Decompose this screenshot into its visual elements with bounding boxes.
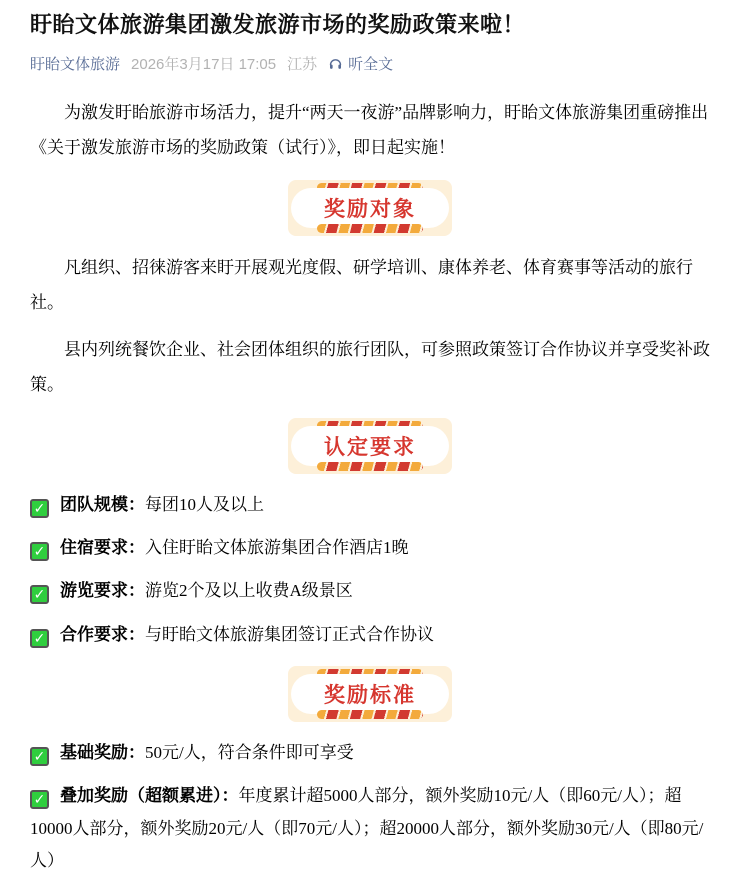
intro-paragraph: 为激发盱眙旅游市场活力，提升“两天一夜游”品牌影响力，盱眙文体旅游集团重磅推出《关于激发旅游市场的奖励政策（试行）》，即日起实施！ xyxy=(30,102,709,157)
item-label: 合作要求： xyxy=(60,624,145,644)
badge-label: 认定要求 xyxy=(324,435,416,459)
item-text: 年度累计超5000人部分，额外奖励10元/人（即60元/人）；超10000人部分，额外奖励20元/人（即70元/人）；超20000人部分，额外奖励30元/人（即80元/人） xyxy=(30,786,704,870)
item-text: 入住盱眙文体旅游集团合作酒店1晚 xyxy=(145,538,409,558)
check-list-item xyxy=(30,575,710,607)
green-checkbox-icon: ✓ xyxy=(30,585,49,604)
article-meta xyxy=(30,53,710,74)
location-label: 江苏 xyxy=(287,55,318,73)
publish-date: 2026年3月17日 17:05 xyxy=(131,55,277,73)
listen-audio-button[interactable] xyxy=(328,53,393,74)
dash-decoration-bottom xyxy=(317,224,423,233)
badge-label: 奖励标准 xyxy=(324,683,416,707)
item-label: 团队规模： xyxy=(60,494,145,514)
section-badge xyxy=(288,666,452,722)
item-label: 基础奖励： xyxy=(60,742,145,762)
body-paragraph: 县内列统餐饮企业、社会团体组织的旅行团队，可参照政策签订合作协议并享受奖补政策。 xyxy=(30,340,710,394)
item-label: 住宿要求： xyxy=(60,538,145,558)
item-label: 叠加奖励（超额累进）： xyxy=(60,786,239,806)
check-list-item xyxy=(30,532,710,564)
green-checkbox-icon: ✓ xyxy=(30,542,49,561)
item-text: 与盱眙文体旅游集团签订正式合作协议 xyxy=(145,624,434,644)
item-text: 每团10人及以上 xyxy=(145,494,264,514)
section-reward-standards xyxy=(30,666,710,877)
green-checkbox-icon: ✓ xyxy=(30,790,49,809)
check-list-item xyxy=(30,737,710,769)
page-title: 盱眙文体旅游集团激发旅游市场的奖励政策来啦！ xyxy=(30,12,526,37)
green-checkbox-icon: ✓ xyxy=(30,629,49,648)
item-label: 游览要求： xyxy=(60,581,145,601)
item-text: 50元/人，符合条件即可享受 xyxy=(145,742,354,762)
dash-decoration-bottom xyxy=(317,462,423,471)
section-reward-targets xyxy=(30,180,710,402)
listen-label: 听全文 xyxy=(348,55,394,73)
body-paragraph: 凡组织、招徕游客来盱开展观光度假、研学培训、康体养老、体育赛事等活动的旅行社。 xyxy=(30,258,693,313)
section-badge xyxy=(288,418,452,474)
green-checkbox-icon: ✓ xyxy=(30,747,49,766)
account-link[interactable]: 盱眙文体旅游 xyxy=(30,55,121,73)
item-text: 游览2个及以上收费A级景区 xyxy=(145,581,353,601)
check-list-item xyxy=(30,780,710,877)
badge-label: 奖励对象 xyxy=(324,198,416,222)
check-list-item xyxy=(30,619,710,651)
dash-decoration-bottom xyxy=(317,710,423,719)
green-checkbox-icon: ✓ xyxy=(30,499,49,518)
check-list-item xyxy=(30,489,710,521)
headphones-icon xyxy=(328,56,343,71)
section-qualification-requirements xyxy=(30,418,710,651)
section-badge xyxy=(288,180,452,236)
